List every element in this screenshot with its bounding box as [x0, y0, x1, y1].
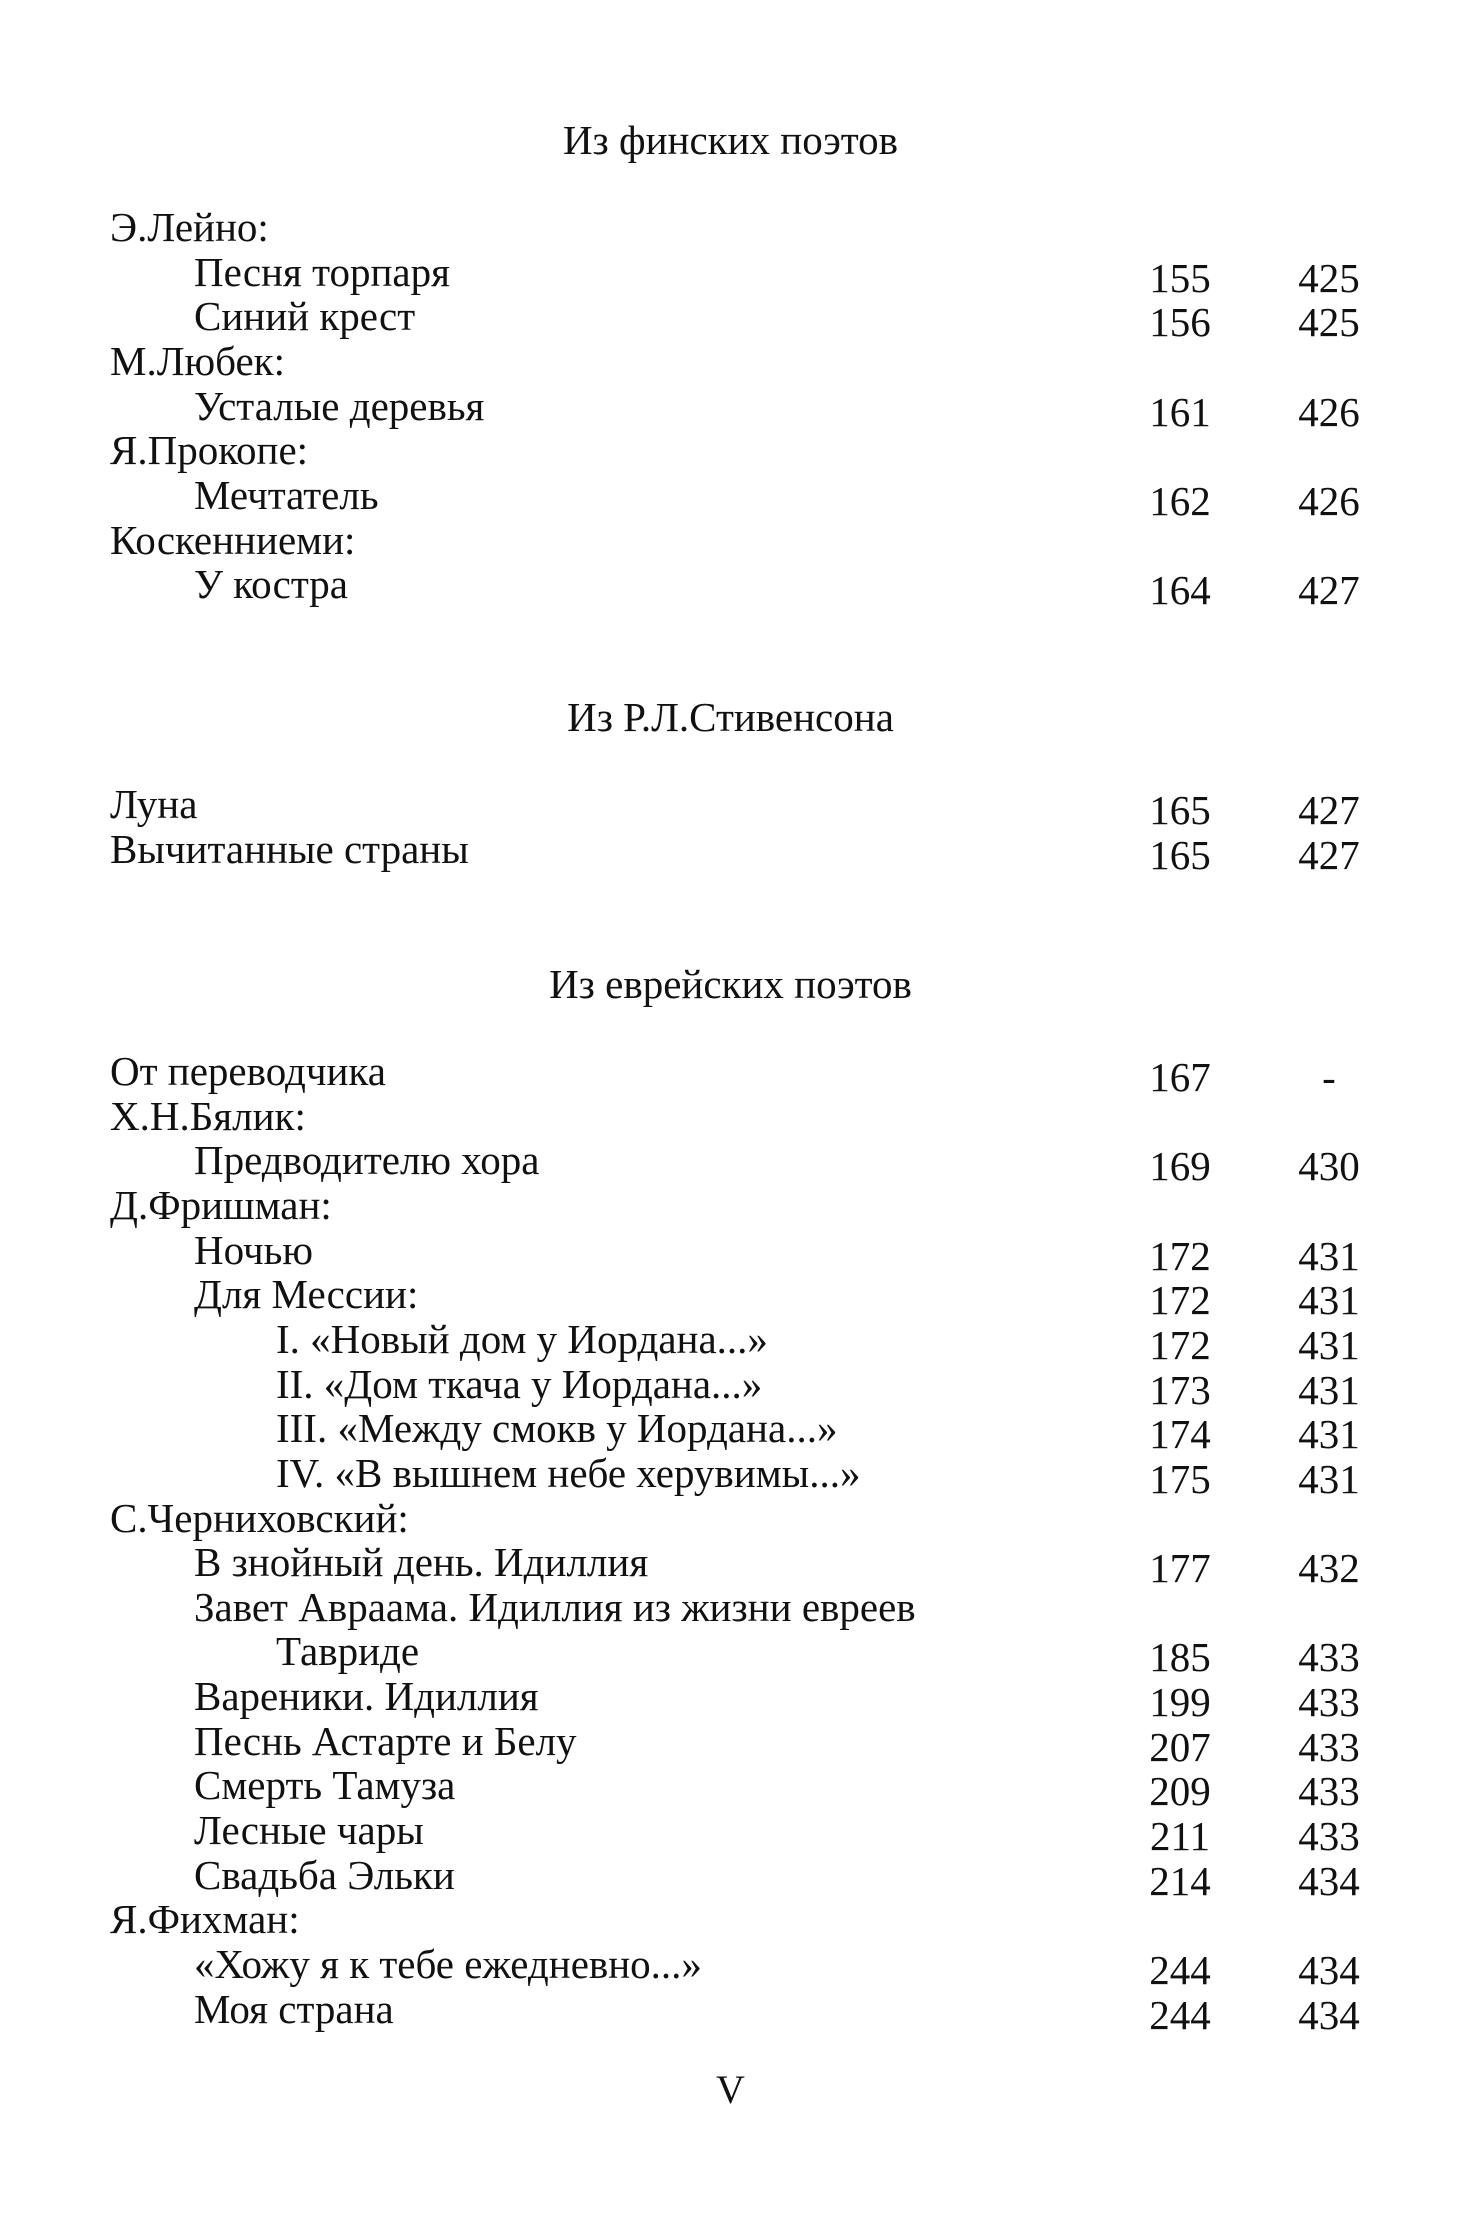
entry-page-number: 211 [1150, 1813, 1210, 1859]
entry-page-number: 156 [1149, 299, 1211, 346]
toc-entry [0, 471, 1461, 524]
entry-title: От переводчика [110, 1048, 386, 1094]
entry-title: Вареники. Идиллия [194, 1673, 539, 1720]
entry-title: Смерть Тамуза [194, 1762, 456, 1809]
toc-entry [0, 1137, 1461, 1190]
entry-title: Я.Прокопе: [110, 427, 309, 474]
toc-entry [0, 1807, 1461, 1859]
toc-entry [0, 1094, 1461, 1138]
entry-page-number: 162 [1149, 477, 1211, 524]
toc-entry [0, 1762, 1461, 1815]
entry-notes-page-number: 431 [1298, 1232, 1360, 1279]
section-title: Из Р.Л.Стивенсона [567, 694, 894, 740]
entry-page-number: 185 [1149, 1634, 1211, 1681]
entry-page-number: 172 [1149, 1277, 1211, 1324]
entry-page-number: 199 [1149, 1679, 1211, 1726]
entry-title: Вычитанные страны [110, 825, 469, 872]
entry-page-number: 244 [1149, 1947, 1211, 1993]
entry-title: Тавриде [276, 1628, 420, 1675]
entry-title: Луна [110, 781, 198, 827]
toc-entry [0, 1405, 1461, 1458]
entry-page-number: 165 [1149, 787, 1211, 833]
entry-title: IV. «В вышнем небе херувимы...» [276, 1449, 861, 1496]
toc-entry [0, 1851, 1461, 1904]
toc-entry [0, 1585, 1461, 1629]
entry-page-number: 165 [1149, 831, 1211, 878]
toc-entry [0, 1941, 1461, 1993]
toc-entry [0, 1717, 1461, 1770]
section-title: Из еврейских поэтов [549, 961, 912, 1007]
entry-title: I. «Новый дом у Иордана...» [276, 1315, 768, 1362]
entry-page-number: 175 [1149, 1455, 1211, 1502]
entry-notes-page-number: 427 [1298, 567, 1360, 614]
entry-page-number: 174 [1149, 1411, 1211, 1458]
entry-title: Песня торпаря [194, 248, 450, 295]
entry-title: Усталые деревья [194, 382, 485, 429]
entry-notes-page-number: 425 [1298, 299, 1360, 346]
entry-notes-page-number: 433 [1298, 1679, 1360, 1726]
entry-notes-page-number: 426 [1298, 388, 1360, 435]
entry-notes-page-number: 431 [1298, 1366, 1360, 1413]
toc-entry [0, 205, 1461, 249]
toc-entry [0, 1673, 1461, 1726]
toc-entry [0, 293, 1461, 346]
entry-notes-page-number: 433 [1298, 1768, 1360, 1815]
entry-title: II. «Дом ткача у Иордана...» [276, 1360, 763, 1407]
toc-entry [0, 1226, 1461, 1279]
entry-title: В знойный день. Идиллия [194, 1539, 649, 1586]
entry-page-number: 172 [1149, 1232, 1211, 1279]
entry-title: Предводителю хора [194, 1137, 540, 1184]
toc-entry [0, 825, 1461, 878]
entry-notes-page-number: 434 [1298, 1991, 1360, 2038]
entry-notes-page-number: 431 [1298, 1321, 1360, 1368]
toc-entry [0, 1897, 1461, 1941]
entry-notes-page-number: - [1322, 1054, 1336, 1100]
toc-entry [0, 1360, 1461, 1413]
entry-page-number: 173 [1149, 1366, 1211, 1413]
entry-title: Моя страна [194, 1985, 394, 2032]
toc-entry [0, 1048, 1461, 1100]
toc-entry [0, 1449, 1461, 1502]
toc-entry [0, 382, 1461, 435]
entry-notes-page-number: 427 [1298, 831, 1360, 878]
entry-page-number: 164 [1149, 567, 1211, 614]
entry-page-number: 209 [1149, 1768, 1211, 1815]
entry-page-number: 161 [1149, 388, 1211, 435]
entry-title: «Хожу я к тебе ежедневно...» [194, 1941, 702, 1987]
entry-title: Для Мессии: [194, 1271, 419, 1318]
toc-entry [0, 428, 1461, 472]
entry-notes-page-number: 433 [1298, 1634, 1360, 1681]
entry-title: Завет Авраама. Идиллия из жизни евреев [194, 1583, 916, 1630]
toc-entry [0, 248, 1461, 301]
entry-title: Ночью [194, 1226, 313, 1273]
entry-notes-page-number: 431 [1298, 1455, 1360, 1502]
entry-title: Х.Н.Бялик: [110, 1092, 306, 1139]
entry-page-number: 167 [1149, 1054, 1211, 1100]
toc-entry [0, 1985, 1461, 2038]
toc-entry [0, 781, 1461, 833]
entry-title: Песнь Астарте и Белу [194, 1717, 577, 1764]
toc-entry [0, 1183, 1461, 1227]
entry-notes-page-number: 432 [1298, 1545, 1360, 1592]
entry-notes-page-number: 425 [1298, 254, 1360, 301]
toc-entry [0, 518, 1461, 562]
entry-title: III. «Между смокв у Иордана...» [276, 1405, 838, 1452]
toc-entry [0, 1628, 1461, 1681]
entry-title: У костра [194, 561, 348, 608]
entry-page-number: 214 [1149, 1857, 1211, 1904]
entry-notes-page-number: 431 [1298, 1411, 1360, 1458]
entry-notes-page-number: 433 [1298, 1813, 1360, 1859]
entry-title: Лесные чары [194, 1807, 424, 1853]
entry-notes-page-number: 434 [1298, 1947, 1360, 1993]
toc-entry [0, 1271, 1461, 1324]
entry-title: Д.Фришман: [110, 1182, 332, 1228]
entry-notes-page-number: 431 [1298, 1277, 1360, 1324]
entry-notes-page-number: 434 [1298, 1857, 1360, 1904]
entry-page-number: 155 [1149, 254, 1211, 301]
entry-page-number: 169 [1149, 1143, 1211, 1190]
entry-title: Э.Лейно: [110, 204, 269, 250]
entry-title: Свадьба Эльки [194, 1851, 455, 1898]
entry-title: Синий крест [194, 293, 416, 340]
entry-page-number: 244 [1149, 1991, 1211, 2038]
entry-title: М.Любек: [110, 337, 285, 384]
entry-title: Коскенниеми: [110, 516, 356, 563]
page-number: V [716, 2067, 745, 2112]
toc-entry [0, 561, 1461, 614]
entry-notes-page-number: 426 [1298, 477, 1360, 524]
entry-notes-page-number: 430 [1298, 1143, 1360, 1190]
entry-page-number: 177 [1149, 1545, 1211, 1592]
entry-title: Я.Фихман: [110, 1896, 300, 1943]
toc-entry [0, 1496, 1461, 1540]
toc-entry [0, 1315, 1461, 1368]
entry-title: Мечтатель [194, 471, 379, 518]
entry-page-number: 207 [1149, 1723, 1211, 1770]
entry-page-number: 172 [1149, 1321, 1211, 1368]
toc-entry [0, 1539, 1461, 1592]
entry-title: С.Черниховский: [110, 1494, 409, 1541]
entry-notes-page-number: 433 [1298, 1723, 1360, 1770]
entry-notes-page-number: 427 [1298, 787, 1360, 833]
toc-entry [0, 339, 1461, 383]
section-title: Из финских поэтов [562, 117, 899, 163]
